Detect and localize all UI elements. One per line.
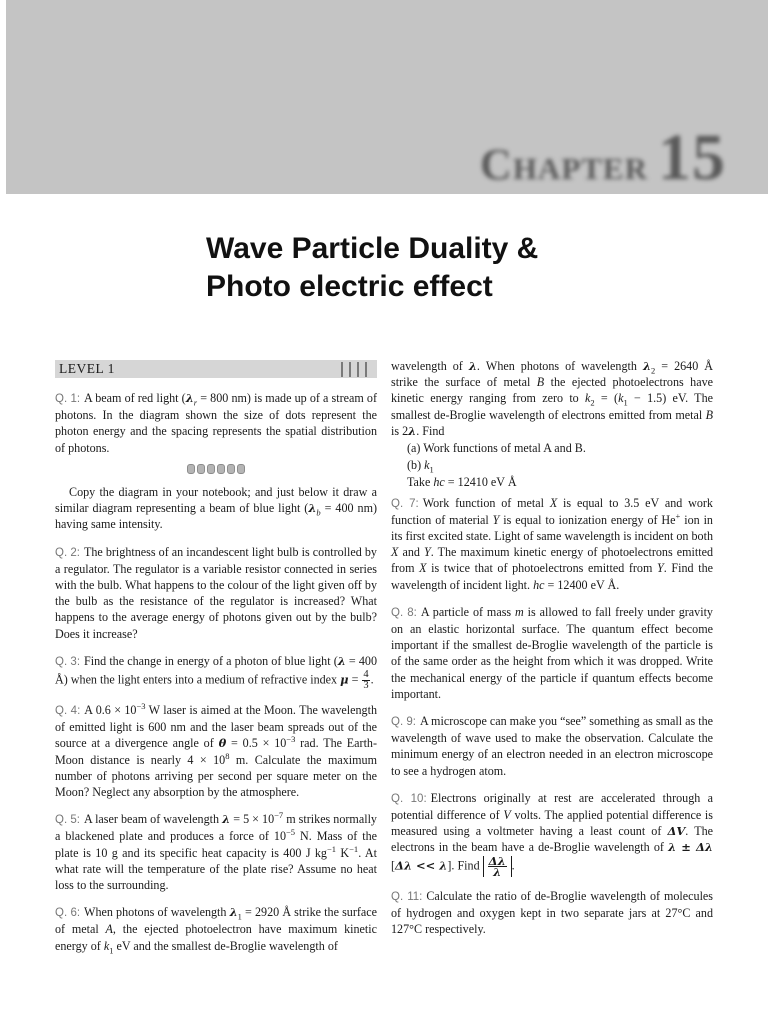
question-6: Q. 6: When photons of wavelength $\lambda_1 = 2920$ Å strike the surface of metal A, the ejected photoelectron have maximum kinetic energy of $k_1$ eV and the smallest de-Broglie wavelength of	[55, 905, 378, 956]
title-line-1: Wave Particle Duality &	[206, 232, 539, 265]
right-column	[391, 358, 713, 948]
question-2: Q. 2: The brightness of an incandescent light bulb is controlled by a regulator. The regulator is a variable resistor connected in series with the bulb. What happens to the colour of the light given off by the bulb as the resistance of the regulator is increased? What happens to the average energy of photons given out by the bulb? Does it increase?	[55, 544, 377, 641]
photon-dot	[237, 464, 245, 474]
chapter-number: 15	[658, 121, 726, 194]
page-title	[206, 230, 726, 306]
question-label: Q. 6:	[55, 907, 81, 920]
photon-dots-diagram	[55, 462, 377, 478]
question-label: Q. 8:	[391, 606, 417, 619]
question-4: Q. 4: A $0.6 \times 10^{-3}$ W laser is aimed at the Moon. The wavelength of emitted light is 600 nm and the laser beam spreads out of the source at a divergence angle of $\theta = 0.5 \times 10^{-3}$ rad. The Earth-Moon distance is nearly $4 \times 10^8$ m. Calculate the maximum number of photons arriving per second per square meter on the Moon? Neglect any absorption by the atmosphere.	[55, 701, 378, 800]
photon-dot	[207, 464, 215, 474]
fraction: $\frac{\Delta\lambda}{\lambda}$	[488, 853, 506, 879]
photon-dot	[187, 464, 195, 474]
fraction: $\frac{4}{3}$	[363, 669, 369, 692]
chapter-word: Chapter	[480, 140, 648, 189]
question-label: Q. 3:	[55, 655, 81, 668]
question-label: Q. 1:	[55, 393, 81, 405]
question-label: Q. 9:	[391, 716, 416, 729]
question-6-continued: wavelength of λ. When photons of wavelength $\lambda_2 = 2640$ Å strike the surface of metal B the ejected photoelectrons have kinetic energy ranging from zero to $k_2 = (k_1 - 1.5)$ eV. The smallest de-Broglie wavelength of electrons emitted from metal B is 2λ. Find (a) Work functions of metal A and B. (b) $k_1$ Take hc = 12410 eV Å	[391, 359, 714, 490]
question-label: Q. 5:	[55, 814, 80, 827]
title-line-2: Photo electric effect	[206, 270, 493, 303]
question-5: Q. 5: A laser beam of wavelength $\lambda = 5 \times 10^{-7}$ m strikes normally a blackened plate and produces a force of $10^{-5}$ N. Mass of the plate is 10 g and its specific heat capacity is 400 J $kg^{-1}$ $K^{-1}$. At what rate will the temperature of the plate rise? Assume no heat loss to the surrounding.	[55, 810, 377, 893]
question-label: Q. 11:	[391, 890, 423, 903]
chapter-banner	[6, 0, 768, 194]
question-1-instruction: Copy the diagram in your notebook; and just below it draw a similar diagram representing a beam of blue light ($\lambda_b = 400$ nm) having same intensity.	[55, 485, 378, 532]
question-7: Q. 7: Work function of metal X is equal to 3.5 eV and work function of material Y is equal to ionization energy of He+ ion in its first excited state. Light of same wavelength is incident on both X and Y. The maximum kinetic energy of photoelectrons emitted from X is twice that of photoelectrons emitted from Y. Find the wavelength of incident light. hc = 12400 eV Å.	[391, 495, 713, 592]
level-header	[55, 360, 377, 378]
left-column	[55, 358, 377, 965]
photon-dot	[227, 464, 235, 474]
question-9: Q. 9: A microscope can make you “see” something as small as the wavelength of wave used to make the observation. Calculate the minimum energy of an electron needed in an electron microscope to see a hydrogen atom.	[391, 714, 713, 778]
question-10: Q. 10: Electrons originally at rest are accelerated through a potential difference of V volts. The applied potential difference is measured using a voltmeter having a least count of ΔV. The electrons in the beam have a de-Broglie wavelength of λ ± Δλ [Δλ << λ]. Find $\frac{\Delta\lambda}{\lambda}$ .	[391, 790, 713, 879]
level-label: LEVEL 1	[59, 361, 115, 376]
photon-dot	[197, 464, 205, 474]
chapter-label	[480, 120, 726, 196]
question-label: Q. 2:	[55, 546, 80, 559]
question-8: Q. 8: A particle of mass m is allowed to fall freely under gravity on an elastic horizontal surface. The quantum effect become important if the smallest de-Broglie wavelength of the particle is of the same order as the height from which it was dropped. Write the mechanical energy of the particle if quantum effects become important.	[391, 604, 713, 701]
question-1: Q. 1: A beam of red light ($\lambda_r = 800$ nm) is made up of a stream of photons. In the diagram shown the size of dots represent the photon energy and the spacing represents the spatial distribution of photons. Copy the diagram in your notebook; and just below it draw a similar diagram representing a beam of blue light ($\lambda_b = 400$ nm) having same intensity.	[55, 391, 378, 532]
question-6-constant: Take hc = 12410 eV Å	[407, 475, 517, 490]
question-6-part-a: (a) Work functions of metal A and B.	[407, 441, 586, 456]
photon-dot	[217, 464, 225, 474]
question-3: Q. 3: Find the change in energy of a photon of blue light (λ = 400 Å) when the light enters into a medium of refractive index μ = $\frac{4}{3}$ .	[55, 653, 378, 692]
question-label: Q. 7:	[391, 497, 419, 510]
question-label: Q. 4:	[55, 705, 81, 718]
absolute-value	[483, 853, 512, 879]
question-11: Q. 11: Calculate the ratio of de-Broglie wavelength of molecules of hydrogen and oxygen kept in two separate jars at 27°C and 127°C respectively.	[391, 888, 713, 937]
level-bars-decoration	[341, 362, 373, 377]
question-label: Q. 10:	[391, 792, 427, 805]
question-6-part-b: (b) $k_1$	[407, 458, 434, 475]
